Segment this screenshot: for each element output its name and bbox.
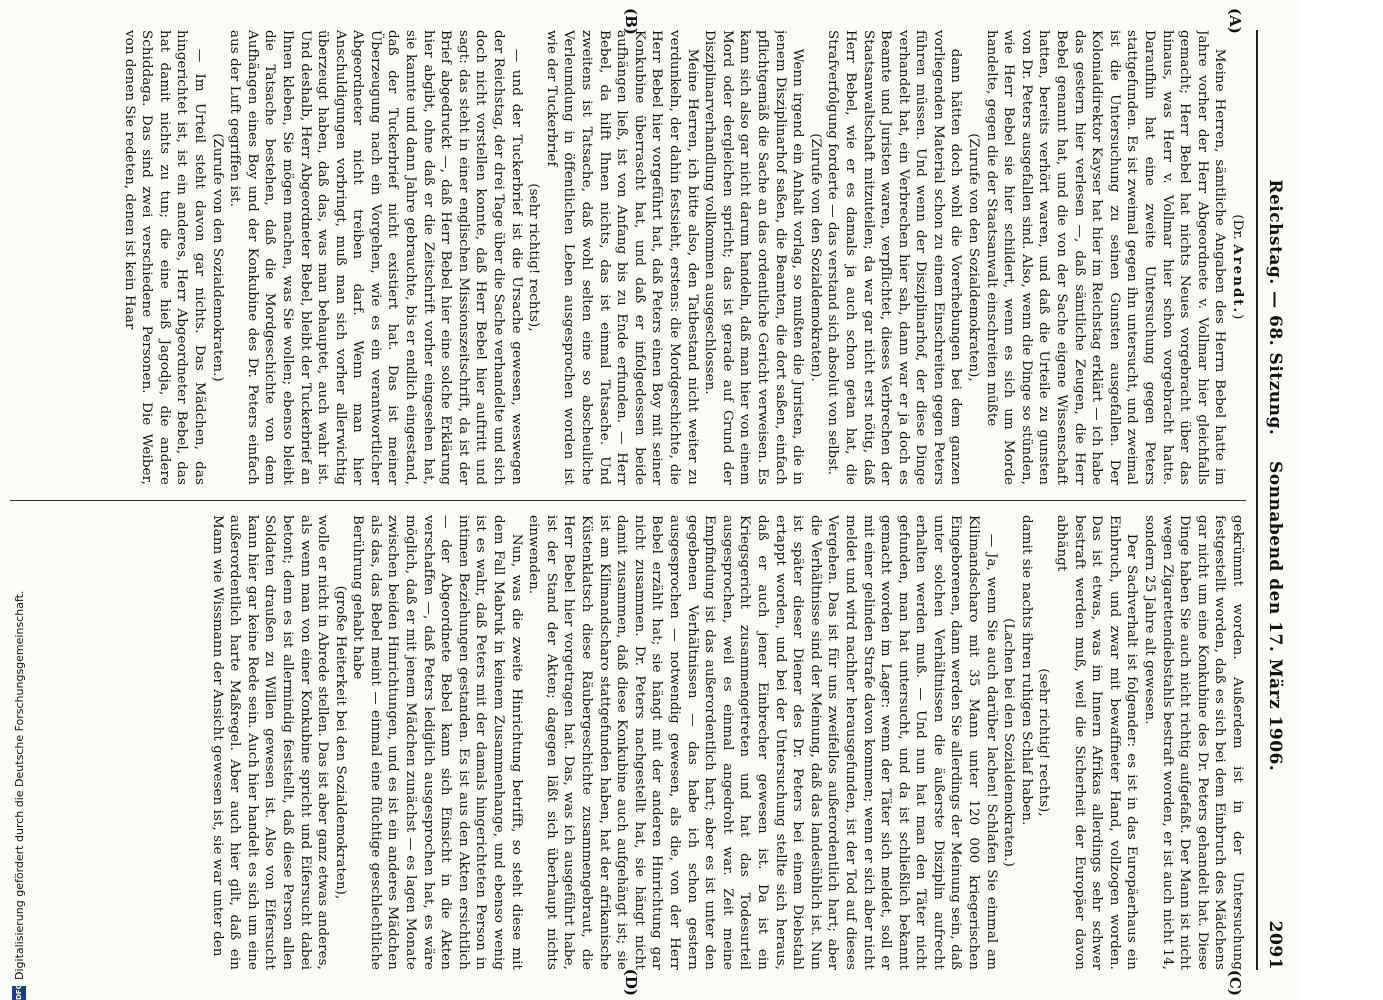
speaker-prefix: (Dr. (1230, 214, 1245, 240)
speaker-name: Arendt. (1230, 244, 1246, 315)
paragraph: dann hätten doch wohl die Vorerhebungen bei dem ganzen vorliegenden Material schon zu einem Einschreiten gegen Peters führen müssen. Und wenn der Disziplinarhof, der diese Dinge verhandelt hat, ein Verbrechen hier sah, dann war er ja doch es Beamte und Juristen waren, verpflichtet, dieses Verbrechen der Staatsanwaltschaft mitzuteilen; da war gar nicht erst nötig, daß Herr Bebel, wie er es damals ja auch schon getan hat, die Strafverfolgung forderte — das verstand sich absolut von selbst. (825, 30, 964, 485)
paragraph: — Im Urteil steht davon gar nichts. Das Mädchen, das hingerichtet ist, ist ein anderes, Herr Abgeordneter Bebel, das hat damit nichts zu tun; die eine hieß Jagodja, die andere Schiddaga. Das sind zwei verschiedene Personen. Die Weiber, von denen Sie redeten, denen ist kein Haar (121, 30, 207, 485)
paragraph: — Ja, wenn Sie auch darüber lachen! Schlafen Sie einmal am Kilimandscharo mit 35 Mann unter 120 000 kriegerischen Eingeborenen, dann werden Sie allerdings der Meinung sein, daß unter solchen Verhältnissen die äußerste Disziplin aufrecht erhalten werden muß. — Und nun hat man den Täter nicht gefunden, man hat untersucht, und da ist schließlich bekannt gemacht worden im Lager: wenn der Täter sich meldet, soll er mit einer gelinden Strafe davon kommen; wenn er sich aber nicht meldet und wird nachher herausgefunden, ist der Tod auf dieses Vergehen. Das ist für uns zweifellos außerordentlich hart; aber die Verhältnisse sind der Meinung, daß das landesüblich ist. Nun ist später dieser Diener des Dr. Peters bei einem Diebstahl ertappt worden, und bei der Untersuchung stellte sich heraus, daß er auch jener Einbrecher gewesen ist. Da ist ein Kriegsgericht zusammengetreten und hat das Todesurteil ausgesprochen, weil es einmal angedroht war. Zeit meine Empfindung ist das außerordentlich hart; aber es ist unter den gegebenen Verhältnissen — das habe ich schon gestern ausgesprochen — notwendig gewesen, als die, von der Herr Bebel erzählt hat; sie hängt mit der anderen Hinrichtung gar nicht zusammen. Dr. Peters nachgestellt hat, sie hängt nicht damit zusammen, daß diese Konkubine auch aufgehängt ist; sie ist am Kilimandscharo stattgefunden haben, hat der afrikanische Küstenklatsch diese Räubergeschichte zusammengebraut, die Herr Bebel hier vorgetragen hat. Das, was ich ausgeführt habe, ist der Stand der Akten; dagegen läßt sich überhaupt nichts einwenden. (526, 515, 999, 970)
speaker-line (1228, 30, 1246, 485)
paragraph: Wenn irgend ein Anhalt vorlag, so mußten die Juristen, die in jenem Disziplinarhof saßen, die Beamten, die dort saßen, einfach pflichtgemäß die Sache an das ordentliche Gericht verweisen. Es kann sich also gar nicht darum handeln, daß man hier von einem Mord oder dergleichen spricht; das ist gerade auf Grund der Disziplinarverhandlung vollkommen ausgeschlossen. (702, 30, 806, 485)
interjection: (sehr richtig! rechts), (1036, 668, 1052, 817)
margin-marker-b: (B) (622, 8, 640, 35)
paragraph: Meine Herren, ich bitte also, den Tatbestand nicht weiter zu verdunkeln, der dahin festsieht, erstens: die Mordgeschichte, die Herr Bebel hier vorgeführt hat, daß Peters einen Boy mit seiner Konkubine überrascht hat, und daß er infolgedessen beide aufhängen ließ, ist von Anfang bis zu Ende erfunden. — Herr Bebel, da hilft Ihnen nichts, das ist einmal Tatsache. Und zweitens ist Tatsache, daß wohl selten eine so abscheuliche Verleumdung in öffentlichen Leben ausgesprochen worden ist wie der Tuckerbrief (543, 30, 700, 485)
paragraph: damit sie nachts ihren ruhigen Schlaf haben. (1018, 515, 1034, 826)
interjection: (Zurufe von den Sozialdemokraten), (966, 133, 982, 382)
interjection: (sehr richtig! rechts), (526, 183, 542, 332)
footer-text: Digitalisierung gefördert durch die Deutsche Forschungsgemeinschaft. (12, 590, 26, 980)
left-column (8, 30, 1246, 485)
page-header (1262, 30, 1288, 970)
interjection: (Zurufe von den Sozialdemokraten.) (209, 133, 225, 382)
header-chamber: Reichstag. — 68. Sitzung. (1265, 179, 1285, 436)
interjection: (Zurufe von den Sozialdemokraten). (807, 133, 823, 382)
dfg-logo-icon: DFG (12, 986, 26, 1000)
header-rule (1256, 30, 1258, 970)
speaker-suffix: ) (1230, 314, 1245, 320)
interjection: (Lachen bei den Sozialdemokraten.) (1001, 618, 1017, 867)
column-divider (10, 500, 1246, 501)
paragraph: gekrümmt worden. Außerdem ist in der Untersuchung festgestellt worden, daß es sich bei dem Einbruch des Mädchens gar nicht um eine Konkubine des Dr. Peters gehandelt hat. Diese Dinge haben Sie auch nicht richtig aufgefaßt. Der Mann ist nicht wegen Zigarettendiebstahls bestraft worden, er ist auch nicht 14, sondern 25 Jahre alt gewesen. (1142, 515, 1245, 970)
margin-marker-c: (C) (1226, 969, 1244, 996)
header-date: Sonnabend den 17. März 1906. (1265, 461, 1285, 772)
paragraph: Meine Herren, sämtliche Angaben des Herrn Bebel hatte im Jahre vorher der Herr Abgeordnete v. Vollmar hier gleichfalls gemacht; Herr Bebel hat nichts Neues vorgebracht über das hinaus, was Herr v. Vollmar hier schon vorgebracht hatte. Daraufhin hat eine zweite Untersuchung gegen Peters stattgefunden. Es ist zweimal gegen ihn untersucht, und zweimal ist die Untersuchung zu seinen Gunsten ausgefallen. Der Kolonialdirektor Kayser hat hier im Reichstag erklärt — ich habe das gestern hier verlesen —, daß sämtliche Zeugen, die Herr Bebel genannt hat, und die von der Sache eigene Wissenschaft hatten, bereits verhört waren, und daß die Urteile zu gunsten von Dr. Peters ausgefallen sind. Also, wenn die Dinge so stünden, wie Herr Bebel sie hier schildert, wenn es sich um Morde handelte, gegen die der Staatsanwalt einschreiten müßte (983, 30, 1228, 485)
interjection: (große Heiterkeit bei den Sozialdemokraten), (332, 585, 348, 900)
paragraph: Nun, was die zweite Hinrichtung betrifft, so steht diese mit dem Fall Mabruk in keinem Zusammenhange, und ebenso wenig ist es wahr, daß Peters mit der damals hingerichteten Person in intimen Beziehungen gestanden. Es ist aus den Akten ersichtlich — der Abgeordnete Bebel kann sich Einsicht in die Akten verschaffen —, daß Peters lediglich ausgesprochen hat, es wäre möglich, daß er mit jenem Mädchen zunächst — es lagen Monate zwischen beiden Hinrichtungen, und es ist ein anderes Mädchen als das, das Bebel meint — einmal eine flüchtige geschlechtliche Berührung gehabt habe (350, 515, 524, 970)
page-number: 2091 (1265, 920, 1285, 970)
header-title (1265, 30, 1285, 921)
paragraph: Der Sachverhalt ist folgender: es ist in das Europäerhaus ein Einbruch, und zwar mit bewaffneter Hand, vollzogen worden. Das ist etwas, was im Innern Afrikas allerdings sehr schwer bestraft werden muß, weil die Sicherheit der Europäer davon abhängt (1054, 515, 1140, 970)
margin-marker-a: (A) (1226, 8, 1244, 34)
margin-marker-d: (D) (622, 968, 640, 996)
paragraph: wolle er nicht in Abrede stellen. Das ist aber ganz etwas anderes, als wenn man von einer Konkubine spricht und Eifersucht dabei betont; denn es ist allermindig feststellt, daß diese Person allen Soldaten draußen zu Willen gewesen ist. Also von Eifersucht kann hier gar keine Rede sein. Auch hier handelt es sich um eine außerordentlich harte Maßregel. Aber auch hier gilt, daß ein Mann wie Wissmann der Ansicht gewesen ist, sie war unter den (209, 515, 331, 970)
digitization-footer (8, 0, 30, 1000)
paragraph: — und der Tuckerbrief ist die Ursache gewesen, weswegen der Reichstag, der drei Tage über die Sache verhandelte und sich doch nicht vorstellen konnte, daß Herr Bebel hier auftritt und sagt: das steht in einer englischen Missionszeitschrift, da ist der Brief abgedruckt —, daß Herr Bebel hier eine solche Erklärung hier abgibt, ohne daß er die Zeitschrift vorher eingesehen hat, sie kannte und dann Jahre gebrauchte, bis er endlich eingestand, daß der Tuckerbrief nicht existiert hat. Das ist meiner Überzeugung nach ein Vorgehen, wie es ein verantwortlicher Abgeordneter nicht treiben darf. Wenn man hier Anschuldigungen vorbringt, muß man sich vorher allerwichtig überzeugt haben, daß das, was man behauptet, auch wahr ist. Und deshalb, Herr Abgeordneter Bebel, bleibt der Tuckerbrief an Ihnen kleben, Sie mögen machen, was Sie wollen; ebenso bleibt die Tatsache bestehen, daß die Mordgeschichte von dem Aufhängen eines Boy und der Konkubine des Dr. Peters einfach aus der Luft gegriffen ist. (227, 30, 524, 485)
right-column (8, 515, 1246, 970)
